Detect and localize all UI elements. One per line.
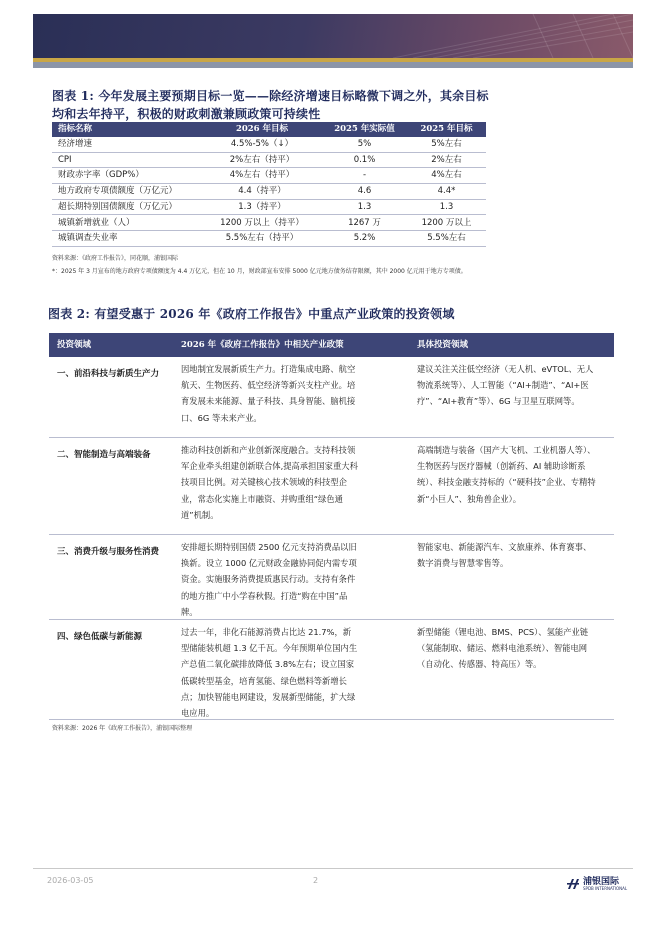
footer-date: 2026-03-05 (47, 876, 94, 885)
table1-cell-indicator: 地方政府专项债额度（万亿元） (58, 186, 178, 197)
table1-source: 资料来源：《政府工作报告》，同花顺，浦银国际 (52, 255, 179, 262)
footer-divider (33, 868, 633, 869)
table2-cell-policy: 过去一年，非化石能源消费占比达 21.7%，新型储能装机超 1.3 亿千瓦。今年预期单位国内生产总值二氧化碳排放降低 3.8%左右；设立国家低碳转型基金，培育氢能、绿色燃料等新增长点；加快智能电网建设，发展新型储能，扩大绿电应用。 (181, 627, 358, 719)
table1-row (52, 184, 486, 200)
table2-header-invest: 具体投资领域 (417, 340, 469, 350)
table1-header-indicator: 指标名称 (58, 124, 93, 134)
figure1-title-text: 今年发展主要预期目标一览——除经济增速目标略微下调之外，其余目标均和去年持平，积极的财政刺激兼顾政策可持续性 (52, 89, 489, 121)
table1-cell-indicator: 城镇新增就业（人） (58, 217, 135, 228)
table2-cell-invest: 智能家电、新能源汽车、文旅康养、体育赛事、数字消费与智慧零售等。 (417, 542, 592, 569)
table1-row (52, 200, 486, 216)
table1-header-2025-target: 2025 年目标 (420, 124, 473, 134)
table1-header-2025-actual: 2025 年实际值 (334, 124, 395, 134)
table2-cell-policy: 安排超长期特别国债 2500 亿元支持消费品以旧换新。设立 1000 亿元财政金融协同促内需专项资金。实施服务消费提质惠民行动。支持有条件的地方推广中小学春秋假。打造“购在中国”品牌。 (181, 542, 357, 617)
table1-cell-indicator: CPI (58, 154, 72, 165)
table2-row (49, 535, 614, 620)
table1-cell-indicator: 经济增速 (58, 139, 93, 149)
logo-subtext: SPDB INTERNATIONAL (583, 886, 628, 891)
table1-row (52, 137, 486, 153)
figure2-title-text: 有望受惠于 2026 年《政府工作报告》中重点产业政策的投资领域 (94, 307, 455, 321)
page-number: 2 (313, 876, 319, 885)
table2-header-policy: 2026 年《政府工作报告》中相关产业政策 (181, 340, 344, 350)
table2-header-field: 投资领域 (57, 340, 92, 350)
table1-cell-target-2026: 4%左右（持平） (229, 170, 295, 181)
table1-cell-target-2025: 2%左右 (431, 154, 462, 165)
table2-cell-field: 三、消费升级与服务性消费 (57, 547, 160, 557)
table1-cell-actual-2025: 5.2% (353, 233, 376, 244)
company-logo (565, 874, 628, 896)
table2-header (49, 333, 614, 357)
table1-cell-target-2025: 5%左右 (431, 139, 462, 149)
table1-cell-target-2026: 4.5%-5%（↓） (230, 139, 294, 149)
table1-cell-target-2025: 5.5%左右 (427, 233, 466, 244)
table1-cell-indicator: 超长期特别国债额度（万亿元） (58, 201, 178, 212)
banner-grey-stripe (33, 62, 633, 68)
table2-cell-policy: 推动科技创新和产业创新深度融合。支持科技领军企业牵头组建创新联合体,提高承担国家重大科技项目比例。对关键核心技术领域的科技型企业，常态化实施上市融资、并购重组“绿色通道”机制。 (181, 445, 358, 520)
table1-cell-target-2026: 1200 万以上（持平） (220, 217, 304, 228)
table2-cell-policy: 因地制宜发展新质生产力。打造集成电路、航空航天、生物医药、低空经济等新兴支柱产业。培育发展未来能源、量子科技、具身智能、脑机接口、6G 等未来产业。 (181, 364, 356, 423)
table2-row (49, 357, 614, 438)
table1-cell-target-2026: 2%左右（持平） (229, 154, 295, 165)
table1-cell-actual-2025: 1267 万 (348, 217, 381, 228)
figure1-label: 图表 1: (52, 89, 94, 103)
table2-cell-field: 二、智能制造与高端装备 (57, 450, 151, 460)
table1-cell-actual-2025: 5% (357, 139, 372, 149)
table1-footnote: *：2025 年 3 月宣布的地方政府专项债额度为 4.4 万亿元，但在 10 月，财政部宣布安排 5000 亿元地方债务结存限额，其中 2000 亿元用于地方专项债。 (52, 268, 467, 275)
logo-text: 浦银国际 (583, 877, 620, 887)
table2-cell-invest: 建议关注关注低空经济（无人机、eVTOL、无人物流系统等）、人工智能（“AI+制造”、“AI+医疗”、“AI+教育”等）、6G 与卫星互联网等。 (417, 364, 594, 407)
table1-row (52, 216, 486, 232)
table2-row (49, 438, 614, 535)
table1-row (52, 153, 486, 169)
table2-cell-invest: 新型储能（锂电池、BMS、PCS）、氢能产业链（氢能制取、储运、燃料电池系统）、智能电网（自动化、传感器、特高压）等。 (417, 627, 589, 670)
table1-cell-actual-2025: 1.3 (357, 201, 372, 212)
header-banner (33, 14, 633, 58)
table1-cell-indicator: 财政赤字率（GDP%） (58, 170, 144, 181)
table1-cell-actual-2025: - (362, 170, 367, 181)
table1-cell-actual-2025: 4.6 (357, 186, 372, 197)
table1-cell-target-2026: 1.3（持平） (238, 201, 286, 212)
table2-cell-field: 四、绿色低碳与新能源 (57, 632, 143, 642)
table1-row (52, 231, 486, 247)
logo-mark-icon (565, 876, 581, 892)
table2-source: 资料来源：2026 年《政府工作报告》，浦银国际整理 (52, 725, 193, 732)
table2-cell-invest: 高端制造与装备（国产大飞机、工业机器人等）、生物医药与医疗器械（创新药、AI 辅助诊断系统）、科技金融支持标的（“硬科技”企业、专精特新“小巨人”、独角兽企业）。 (417, 445, 596, 504)
table1-cell-actual-2025: 0.1% (353, 154, 376, 165)
table1-row (52, 168, 486, 184)
table1-cell-target-2025: 1.3 (439, 201, 454, 212)
table2-cell-field: 一、前沿科技与新质生产力 (57, 369, 160, 379)
table1-header (52, 122, 486, 137)
figure1-title (52, 87, 492, 123)
table1-cell-target-2025: 4%左右 (431, 170, 462, 181)
table1-header-2026-target: 2026 年目标 (235, 124, 289, 134)
table1-cell-indicator: 城镇调查失业率 (58, 233, 118, 244)
figure2-title (48, 305, 608, 323)
table1-cell-target-2025: 4.4* (437, 186, 456, 197)
banner-pattern (33, 14, 633, 58)
table1-cell-target-2026: 4.4（持平） (238, 186, 286, 197)
figure2-label: 图表 2: (48, 307, 90, 321)
table2-row (49, 620, 614, 720)
table1-cell-target-2026: 5.5%左右（持平） (225, 233, 299, 244)
table1-cell-target-2025: 1200 万以上 (421, 217, 472, 228)
